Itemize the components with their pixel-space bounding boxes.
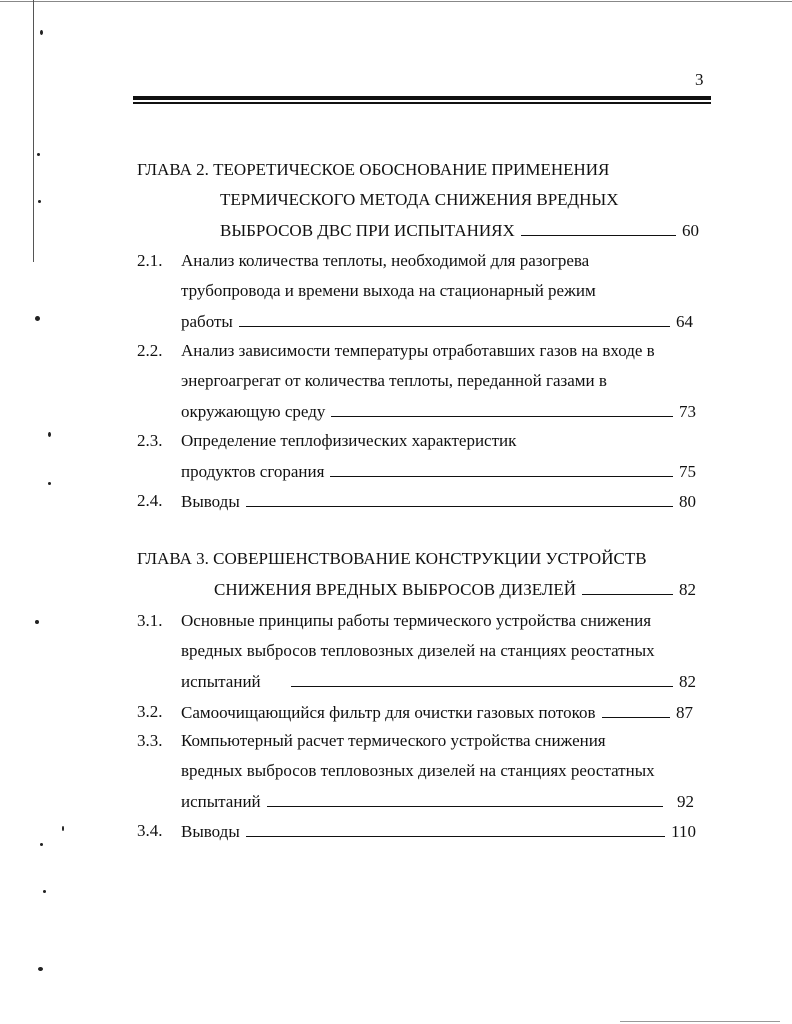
section-3-3-line-2: вредных выбросов тепловозных дизелей на станциях реостатных xyxy=(181,761,655,780)
leader-line xyxy=(331,401,673,417)
section-2-1-line-3: работы xyxy=(181,312,233,331)
section-2-1-number: 2.1. xyxy=(137,251,163,270)
chapter-2-title-line-1: ГЛАВА 2. ТЕОРЕТИЧЕСКОЕ ОБОСНОВАНИЕ ПРИМЕНЕНИЯ xyxy=(137,160,610,179)
section-2-4-line-1: Выводы xyxy=(181,492,240,511)
section-3-1-page: 82 xyxy=(679,672,696,691)
section-3-1-line-3: испытаний xyxy=(181,672,261,691)
section-2-4-number: 2.4. xyxy=(137,491,163,510)
chapter-2-title-line-2: ТЕРМИЧЕСКОГО МЕТОДА СНИЖЕНИЯ ВРЕДНЫХ xyxy=(220,190,619,209)
section-3-3-number: 3.3. xyxy=(137,731,163,750)
scan-speck xyxy=(48,482,51,485)
section-3-3-page: 92 xyxy=(677,792,694,811)
section-2-1-line-1: Анализ количества теплоты, необходимой для разогрева xyxy=(181,251,590,270)
section-2-2-entry[interactable] xyxy=(181,401,696,422)
section-2-2-number: 2.2. xyxy=(137,341,163,360)
chapter-2-title-line-3: ВЫБРОСОВ ДВС ПРИ ИСПЫТАНИЯХ xyxy=(220,221,515,240)
section-3-1-line-2: вредных выбросов тепловозных дизелей на станциях реостатных xyxy=(181,641,655,660)
scan-speck xyxy=(43,890,46,893)
leader-line xyxy=(246,821,665,837)
page-number: 3 xyxy=(695,70,704,89)
leader-line xyxy=(291,671,673,687)
section-2-2-line-1: Анализ зависимости температуры отработавших газов на входе в xyxy=(181,341,655,360)
section-3-2-line-1: Самоочищающийся фильтр для очистки газовых потоков xyxy=(181,703,596,722)
section-3-4-entry[interactable] xyxy=(181,821,696,842)
leader-line xyxy=(602,702,671,718)
section-2-2-line-3: окружающую среду xyxy=(181,402,326,421)
leader-line xyxy=(521,220,676,236)
section-3-1-line-1: Основные принципы работы термического устройства снижения xyxy=(181,611,652,630)
section-2-2-page: 73 xyxy=(679,402,696,421)
leader-line xyxy=(246,491,673,507)
header-rule-thick xyxy=(133,96,711,100)
section-3-3-entry[interactable] xyxy=(181,791,694,812)
header-rule-thin xyxy=(133,102,711,104)
header-rule xyxy=(133,96,711,105)
section-3-3-line-3: испытаний xyxy=(181,792,261,811)
section-3-2-entry[interactable] xyxy=(181,702,693,723)
leader-line xyxy=(267,791,663,807)
chapter-3-page: 82 xyxy=(679,580,696,599)
scan-edge-top xyxy=(0,1,792,2)
section-3-4-number: 3.4. xyxy=(137,821,163,840)
section-2-1-line-2: трубопровода и времени выхода на стационарный режим xyxy=(181,281,596,300)
scan-speck xyxy=(38,200,41,203)
chapter-3-entry[interactable] xyxy=(214,579,696,600)
chapter-2-entry[interactable] xyxy=(220,220,699,241)
scan-edge-bottom xyxy=(620,1021,780,1022)
section-2-3-number: 2.3. xyxy=(137,431,163,450)
section-2-4-entry[interactable] xyxy=(181,491,696,512)
section-2-3-entry[interactable] xyxy=(181,461,696,482)
section-2-2-line-2: энергоагрегат от количества теплоты, переданной газами в xyxy=(181,371,607,390)
section-2-1-page: 64 xyxy=(676,312,693,331)
leader-line xyxy=(330,461,673,477)
leader-line xyxy=(239,311,670,327)
scan-speck xyxy=(38,967,43,971)
scan-speck xyxy=(62,826,64,831)
section-3-1-number: 3.1. xyxy=(137,611,163,630)
section-3-3-line-1: Компьютерный расчет термического устройства снижения xyxy=(181,731,606,750)
chapter-3-title-line-2: СНИЖЕНИЯ ВРЕДНЫХ ВЫБРОСОВ ДИЗЕЛЕЙ xyxy=(214,580,577,599)
section-2-4-page: 80 xyxy=(679,492,696,511)
section-3-4-line-1: Выводы xyxy=(181,822,240,841)
section-3-2-number: 3.2. xyxy=(137,702,163,721)
chapter-3-title-line-1: ГЛАВА 3. СОВЕРШЕНСТВОВАНИЕ КОНСТРУКЦИИ УСТРОЙСТВ xyxy=(137,549,647,568)
scan-speck xyxy=(48,432,51,437)
section-3-2-page: 87 xyxy=(676,703,693,722)
scan-speck xyxy=(35,316,40,321)
leader-line xyxy=(582,579,673,595)
section-3-1-entry[interactable] xyxy=(181,671,696,692)
section-2-3-page: 75 xyxy=(679,462,696,481)
chapter-2-page: 60 xyxy=(682,221,699,240)
section-2-3-line-1: Определение теплофизических характеристик xyxy=(181,431,517,450)
scan-edge-left xyxy=(33,0,34,262)
scan-speck xyxy=(35,620,39,624)
section-2-1-entry[interactable] xyxy=(181,311,693,332)
section-2-3-line-2: продуктов сгорания xyxy=(181,462,325,481)
section-3-4-page: 110 xyxy=(671,822,696,841)
scan-speck xyxy=(40,843,43,846)
scan-speck xyxy=(40,30,43,35)
scan-speck xyxy=(37,153,40,156)
